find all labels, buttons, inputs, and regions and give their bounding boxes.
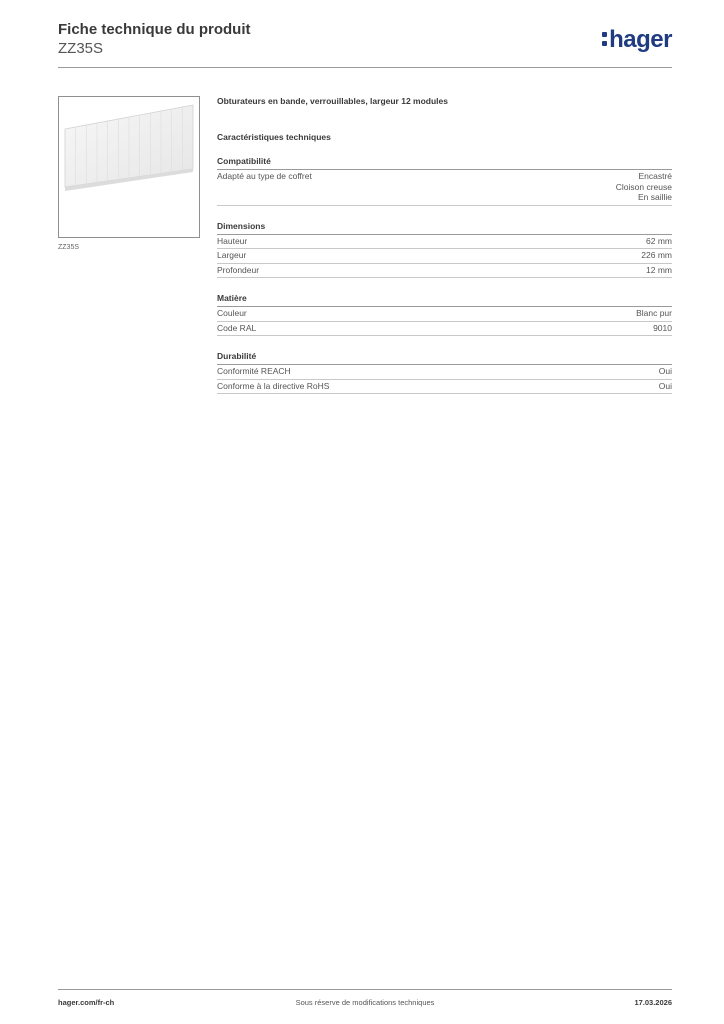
spec-value: Oui [658, 366, 672, 376]
product-code: ZZ35S [58, 40, 104, 57]
section-durability-title: Durabilité [217, 350, 672, 365]
tech-characteristics-heading: Caractéristiques techniques [217, 132, 331, 142]
spec-row [217, 264, 672, 279]
hager-logo [602, 27, 672, 53]
spec-label: Couleur [217, 308, 247, 318]
image-caption: ZZ35S [58, 244, 80, 251]
spec-row [217, 235, 672, 250]
spec-label: Largeur [217, 250, 247, 260]
spec-row [217, 322, 672, 337]
spec-row [217, 249, 672, 264]
header-divider [58, 67, 672, 68]
logo-dots-icon [602, 32, 607, 46]
spec-value: En saillie [637, 192, 672, 202]
spec-value: Blanc pur [636, 308, 672, 318]
blanking-strip-image [59, 97, 199, 237]
section-compatibility-title: Compatibilité [217, 155, 672, 170]
product-description: Obturateurs en bande, verrouillables, largeur 12 modules [217, 96, 448, 106]
spec-label: Code RAL [217, 322, 257, 333]
spec-value: Cloison creuse [615, 181, 672, 192]
spec-value: 9010 [653, 322, 672, 333]
spec-value: 226 mm [641, 250, 672, 260]
spec-row [217, 307, 672, 322]
spec-row [217, 380, 672, 395]
spec-value: 12 mm [646, 264, 672, 275]
footer-divider [58, 989, 672, 990]
footer-website-link[interactable]: hager.com/fr-ch [58, 998, 115, 1007]
spec-label: Profondeur [217, 264, 260, 275]
page-header [58, 20, 672, 58]
spec-label: Conforme à la directive RoHS [217, 380, 330, 391]
section-dimensions-title: Dimensions [217, 220, 672, 235]
spec-value: Encastré [638, 171, 672, 181]
spec-label: Adapté au type de coffret [217, 171, 312, 181]
logo-text: hager [609, 26, 672, 53]
spec-row [217, 170, 672, 206]
spec-label: Hauteur [217, 235, 248, 246]
spec-label: Conformité REACH [217, 366, 291, 376]
product-image [58, 96, 200, 238]
spec-row [217, 365, 672, 380]
spec-value-list [616, 171, 672, 203]
page-title: Fiche technique du produit [58, 21, 251, 38]
spec-value: Oui [658, 380, 672, 391]
spec-value: 62 mm [646, 235, 672, 246]
section-material-title: Matière [217, 292, 672, 307]
footer-date: 17.03.2026 [634, 998, 672, 1007]
footer-notice: Sous réserve de modifications techniques [295, 998, 435, 1007]
product-details [217, 95, 672, 394]
